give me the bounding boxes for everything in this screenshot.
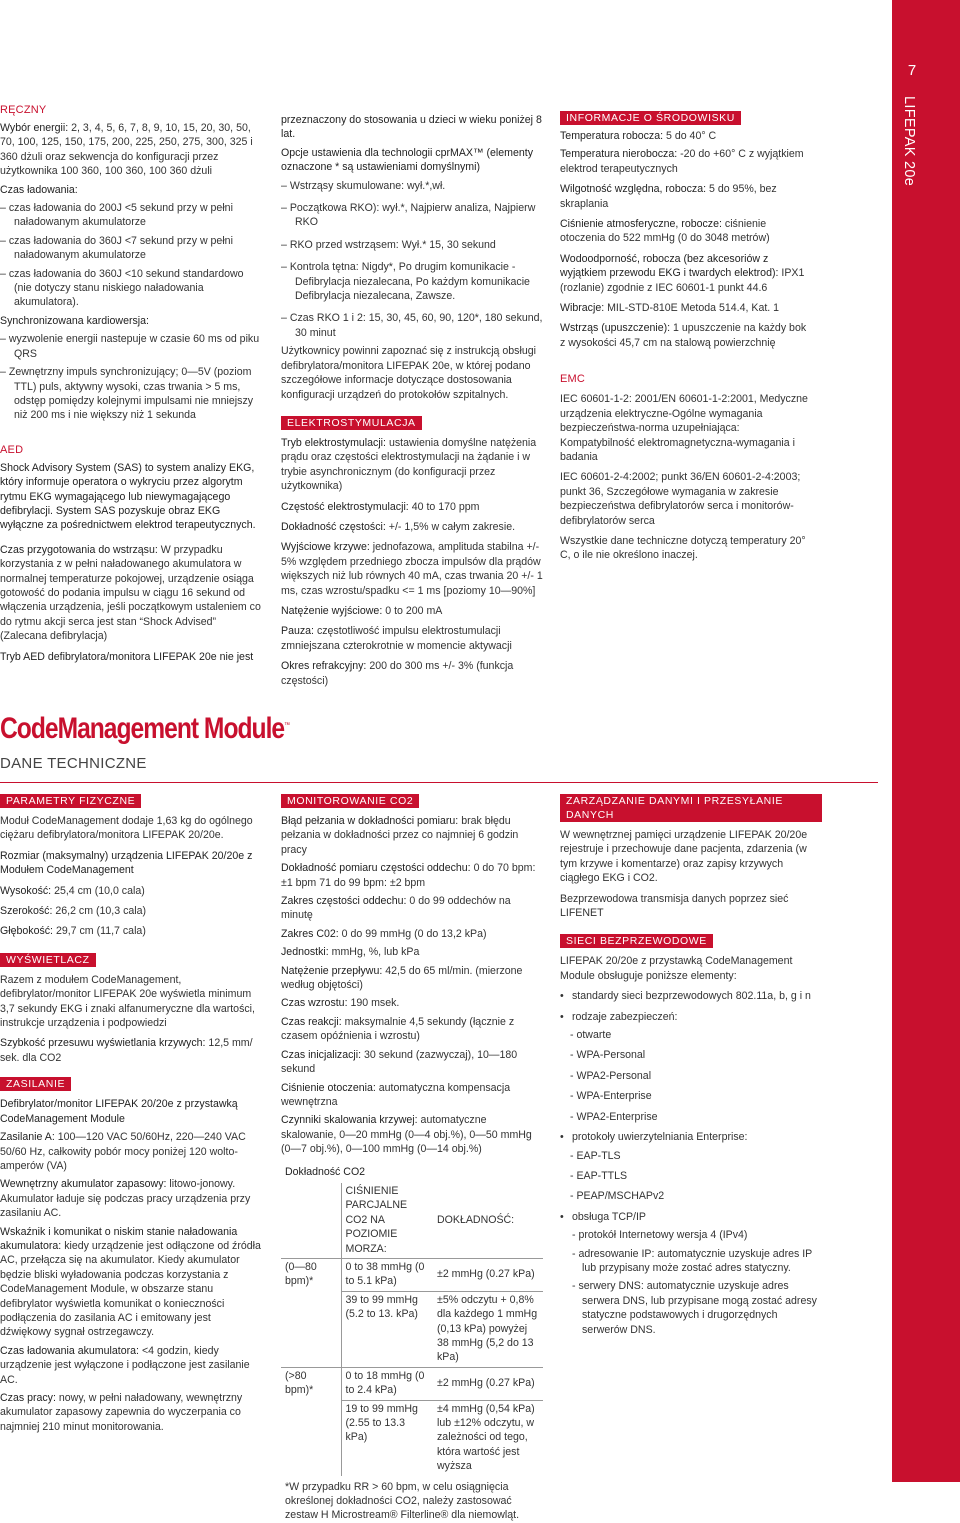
press-val: automatyczna kompensacja wewnętrzna <box>281 1081 511 1108</box>
rise-label: Czas wzrostu: <box>281 997 348 1010</box>
power-heading: ZASILANIE <box>0 1077 71 1091</box>
data-heading: ZARZĄDZANIE DANYMI I PRZESYŁANIE DANYCH <box>560 794 822 822</box>
energy-text: 2, 3, 4, 5, 6, 7, 8, 9, 10, 15, 20, 30, 50, 70, 100, 125, 150, 175, 200, 225, 250, 275, 300, 325 i 360 dżuli oraz sekwencja do konfiguracji przez użytkownika 100 360, 100 360, 100 360 dżuli <box>0 122 253 178</box>
display-text: Razem z modułem CodeManagement, defibrylator/monitor LIFEPAK 20e wyświetla minimum 3,7 sekundy EKG i znaki alfanumeryczne dla wartości, instrukcje urządzenia i podpowiedzi <box>0 973 255 1030</box>
press-para <box>281 1081 543 1110</box>
depth-val: 29,7 cm (11,7 cala) <box>55 925 146 938</box>
atm-label: Ciśnienie atmosferyczne, robocze: <box>560 218 722 231</box>
batt-val: litowo-jonowy. Akumulator ładuje się podczas pracy urządzenia przy zasilaniu AC. <box>0 1178 251 1220</box>
shock-val: 1 upuszczenie na każdy bok z wysokości 45,7 cm na stalową powierzchnię <box>560 322 807 349</box>
rate-para <box>281 500 543 514</box>
cpr-note: Użytkownicy powinni zapoznać się z instrukcją obsługi defibrylatora/monitora LIFEPAK 20e, w której podano szczegółowe informacje dotyczące dostosowania konfiguracji urządzeń do protokołów szpitalnych. <box>281 345 536 401</box>
prep-para <box>0 543 262 644</box>
mode-label: Tryb elektrostymulacji: <box>281 436 386 449</box>
powerA-label: Zasilanie A: <box>0 1131 55 1144</box>
table-cell: ±4 mmHg (0,54 kPa) lub ±12% odczytu, w zależności od tego, która wartość jest wyższa <box>433 1400 543 1476</box>
data-text: W wewnętrznej pamięci urządzenie LIFEPAK 20/20e rejestruje i przechowuje dane pacjenta, zdarzenia (w tym krzywe i komentarze) oraz zapisy krzywych ciągłego EKG i CO2. <box>560 829 808 885</box>
list-item: • standardy sieci bezprzewodowych 802.11a, b, g i n <box>560 989 822 1003</box>
page-number: 7 <box>907 62 917 79</box>
atm-val: ciśnienie otoczenia do 522 mmHg (0 do 3048 metrów) <box>560 218 770 245</box>
op-temp-label: Temperatura robocza: <box>560 130 664 142</box>
atm-para <box>560 217 810 246</box>
low-label: Wskaźnik i komunikat o niskim stanie naładowania akumulatora: <box>0 1225 238 1252</box>
manual-heading: RĘCZNY <box>0 104 47 116</box>
work-val: nowy, w pełni naładowany, wewnętrzny akumulator zapasowy zapewnia do wyczerpania co najmniej 210 minut monitorowania. <box>0 1392 243 1433</box>
co2-heading: MONITOROWANIE CO2 <box>281 794 419 808</box>
mode-para <box>281 436 543 494</box>
scale-para <box>281 1113 543 1156</box>
rate-val: 40 to 170 ppm <box>411 500 480 513</box>
current-para <box>281 604 543 618</box>
pause-para <box>281 624 543 653</box>
co2range-para <box>281 927 543 941</box>
emc-text-2: IEC 60601-2-4:2002; punkt 36/EN 60601-2-4:2003; punkt 36, Szczegółowe wymagania w zakresie bezpieczeństwa defibrylatorów serca i monitorów-defibrylatorów serca <box>560 471 801 527</box>
speed-label: Szybkość przesuwu wyświetlania krzywych: <box>0 1037 206 1050</box>
module-title-text: CodeManagement Module <box>0 712 285 745</box>
scale-label: Czynniki skalowania krzywej: <box>281 1114 418 1127</box>
init-label: Czas inicjalizacji: <box>281 1048 362 1061</box>
resp-val: 0 do 70 bpm: ±1 bpm 71 do 99 bpm: ±2 bpm <box>281 862 536 889</box>
flow-label: Natężenie przepływu: <box>281 964 383 977</box>
sync-item: – Zewnętrzny impuls synchronizujący; 0—5V (poziom TTL) puls, aktywny wysoki, czas trwania > 5 ms, odstęp pomiędzy kolejnymi impulsami nie mniejszy niż 200 ms i nie większy niż 1 sekunda <box>0 365 262 423</box>
aed-mode-text: Tryb AED defibrylatora/monitora LIFEPAK 20e nie jest <box>0 650 254 663</box>
table-group-label: (>80 bpm)* <box>281 1367 341 1475</box>
nonop-label: Temperatura nierobocza: <box>560 148 678 161</box>
nonop-val: -20 do +60° C z wyjątkiem elektrod terapeutycznych <box>560 148 804 175</box>
list-item: • rodzaje zabezpieczeń: <box>560 1010 822 1024</box>
vib-val: MIL-STD-810E Metoda 514.4, Kat. 1 <box>607 302 780 315</box>
depth-para <box>0 924 262 938</box>
shock-para <box>560 321 810 350</box>
table-row <box>281 1258 543 1291</box>
list-item: - protokół Internetowy wersja 4 (IPv4) <box>572 1229 748 1242</box>
table-cell: 0 to 18 mmHg (0 to 2.4 kPa) <box>341 1367 433 1400</box>
table-cell: ±2 mmHg (0.27 kPa) <box>433 1258 543 1291</box>
charge-item: – czas ładowania do 200J <5 sekund przy w pełni naładowanym akumulatorze <box>0 201 262 230</box>
side-red-bar <box>892 0 960 1482</box>
table-header-accuracy: DOKŁADNOŚĆ: <box>437 1213 515 1226</box>
list-item: - PEAP/MSCHAPv2 <box>570 1190 665 1203</box>
speed-para <box>0 1036 262 1065</box>
charge-item: – czas ładowania do 360J <10 sekund standardowo (nie dotyczy stanu niskiego naładowania akumulatora). <box>0 267 262 310</box>
cpr-item: – Kontrola tętna: Nigdy*, Po drugim komunikacie - Defibrylacja niezalecana, Po każdym komunikacie Defibrylacja niezalecana, Zawsze. <box>281 260 543 303</box>
press-label: Ciśnienie otoczenia: <box>281 1081 376 1094</box>
rate-label: Częstość elektrostymulacji: <box>281 500 409 513</box>
mode-text: ustawienia domyślne natężenia prądu oraz częstości elektrostymulacji na żądanie i w trybie asynchronicznym (do konfiguracji przez użytkownika) <box>281 436 537 493</box>
sync-item: – wyzwolenie energii nastepuje w czasie 60 ms od piku QRS <box>0 332 262 361</box>
phys-text: Moduł CodeManagement dodaje 1,63 kg do ogólnego ciężaru defibrylatora/monitora LIFEPAK 20/20e. <box>0 815 253 842</box>
table-cell: ±5% odczytu + 0,8% dla każdego 1 mmHg (0,13 kPa) powyżej 38 mmHg (5,2 do 13 kPa) <box>433 1291 543 1367</box>
aed-text: Shock Advisory System (SAS) to system analizy EKG, który informuje operatora o wykryciu przez algorytm rytmu EKG wymagającego lub niewymagającego defibrylacji. System SAS pozyskuje obraz EKG wyłączne za pośrednictwem elektrod terapeutycznych. <box>0 461 256 532</box>
current-label: Natężenie wyjściowe: <box>281 604 383 617</box>
op-temp-para <box>560 129 810 143</box>
network-heading: SIECI BEZPRZEWODOWE <box>560 934 713 948</box>
col-manual <box>0 103 262 668</box>
cpr-item: – RKO przed wstrząsem: Wył.* 15, 30 sekund <box>281 238 543 252</box>
range-para <box>281 894 543 923</box>
cpr-item: – Wstrząsy skumulowane: wył.*,wł. <box>281 179 543 193</box>
reaction-para <box>281 1015 543 1044</box>
water-para <box>560 252 810 295</box>
range-label: Zakres częstości oddechu: <box>281 895 407 908</box>
section-divider <box>0 782 878 783</box>
side-product-title: LIFEPAK 20e <box>901 96 917 187</box>
current-val: 0 to 200 mA <box>385 604 443 617</box>
table-cell: 19 to 99 mmHg (2.55 to 13.3 kPa) <box>341 1400 433 1476</box>
resp-label: Dokładność pomiaru częstości oddechu: <box>281 862 471 875</box>
emc-text-1: IEC 60601-1-2: 2001/EN 60601-1-2:2001, Medyczne urządzenia elektryczne-Ogólne wymagania bezpieczeństwa-norma uzupełniająca: Kompatybilność elektromagnetyczna-wymagania i badania <box>560 393 808 463</box>
height-val: 25,4 cm (10,0 cala) <box>54 884 145 897</box>
resp-para <box>281 861 543 890</box>
init-val: 30 sekund (zazwyczaj), 10—180 sekund <box>281 1048 518 1076</box>
module-title <box>0 707 328 748</box>
list-item: - WPA2-Enterprise <box>570 1110 658 1123</box>
emc-text-3: Wszystkie dane techniczne dotyczą temperatury 20° C, o ile nie określono inaczej. <box>560 534 806 562</box>
display-heading: WYŚWIETLACZ <box>0 953 96 967</box>
drift-label: Błąd pełzania w dokładności pomiaru: <box>281 815 459 827</box>
energy-label: Wybór energii: <box>0 122 69 134</box>
table-cell: 0 to 38 mmHg (0 to 5.1 kPa) <box>341 1258 433 1291</box>
batt-label: Wewnętrzny akumulator zapasowy: <box>0 1178 167 1191</box>
width-label: Szerokość: <box>0 905 53 918</box>
refr-para <box>281 659 543 688</box>
low-para <box>0 1225 262 1340</box>
low-val: kiedy urządzenie jest odłączone od źródła AC, przełącza się na akumulator. Kiedy akumulator będzie bliski wyładowania podczas korzystania z CodeManagement Module, w obszarze stanu defibrylator wyświetla komunikat o konieczności podłączenia do zasilania AC i emitowany jest dźwiękowy sygnał ostrzegawczy. <box>0 1239 261 1339</box>
vib-label: Wibracje: <box>560 302 605 315</box>
col-cpr <box>281 113 543 692</box>
emc-heading: EMC <box>560 373 586 386</box>
table-cell: ±2 mmHg (0.27 kPa) <box>433 1367 543 1400</box>
rise-para <box>281 996 543 1010</box>
sync-label: Synchronizowana kardiowersja: <box>0 314 149 327</box>
list-item: - WPA-Enterprise <box>570 1090 652 1103</box>
humid-val: 5 do 95%, bez skraplania <box>560 183 777 210</box>
nonop-para <box>560 147 810 176</box>
init-para <box>281 1048 543 1077</box>
charge-para <box>0 1344 262 1387</box>
list-item: • obsługa TCP/IP <box>560 1210 822 1224</box>
height-para <box>0 884 262 898</box>
cpr-item: – Początkowa RKO): wył.*, Najpierw analiza, Najpierw RKO <box>281 201 543 230</box>
height-label: Wysokość: <box>0 884 52 897</box>
reaction-label: Czas reakcji: <box>281 1015 342 1028</box>
table-row <box>281 1183 543 1259</box>
aed-heading: AED <box>0 443 24 456</box>
water-val: IPX1 (rozlanie) zgodnie z IEC 60601-1 punkt 44.6 <box>560 267 805 294</box>
op-temp-val: 5 do 40° C <box>666 130 717 142</box>
powerA-para <box>0 1130 262 1173</box>
col-environment <box>560 111 810 567</box>
units-val: mmHg, %, lub kPa <box>331 946 420 959</box>
table-group-label: (0—80 bpm)* <box>281 1258 341 1367</box>
co2-table-title: Dokładność CO2 <box>285 1165 366 1178</box>
work-para <box>0 1391 262 1434</box>
water-label: Wodoodporność, robocza (bez akcesoriów z wyjątkiem przewodu EKG i twardych elektrod): <box>560 252 779 280</box>
width-para <box>0 904 262 918</box>
acc-val: +/- 1,5% w całym zakresie. <box>388 520 516 533</box>
humid-para <box>560 182 810 211</box>
rise-val: 190 msek. <box>350 997 400 1010</box>
charge-item: – czas ładowania do 360J <7 sekund przy w pełni naładowanym akumulatorze <box>0 234 262 263</box>
phys-heading: PARAMETRY FIZYCZNE <box>0 794 141 808</box>
vib-para <box>560 301 810 315</box>
power-label: Defibrylator/monitor LIFEPAK 20/20e z przystawką CodeManagement Module <box>0 1098 238 1125</box>
col-physical <box>0 794 262 1438</box>
cpr-cont: przeznaczony do stosowania u dzieci w wieku poniżej 8 lat. <box>281 114 542 141</box>
list-item: - EAP-TTLS <box>570 1169 628 1182</box>
refr-label: Okres refrakcyjny: <box>281 660 367 673</box>
co2range-val: 0 do 99 mmHg (0 do 13,2 kPa) <box>341 927 487 940</box>
charge-time-val: <4 godzin, kiedy urządzenie jest wyłączone i podłączone jest zasilanie AC. <box>0 1344 250 1386</box>
table-cell: 39 to 99 mmHg (5.2 to 13. kPa) <box>341 1291 433 1367</box>
table-row <box>281 1367 543 1400</box>
humid-label: Wilgotność względna, robocza: <box>560 183 707 196</box>
cpr-item: – Czas RKO 1 i 2: 15, 30, 45, 60, 90, 120*, 180 sekund, 30 minut <box>281 311 543 340</box>
list-item: - EAP-TLS <box>570 1149 621 1162</box>
elektro-heading: ELEKTROSTYMULACJA <box>281 416 422 430</box>
shock-label: Wstrząs (upuszczenie): <box>560 322 671 335</box>
powerA-val: 100—120 VAC 50/60Hz, 220—240 VAC 50/60 Hz, całkowity pobór mocy poniżej 120 wolto-amperów (VA) <box>0 1131 246 1172</box>
pause-text: częstotliwość impulsu elektrostumulacji zmniejszana czterokrotnie w momencie aktywacji <box>281 625 512 652</box>
scale-val: automatyczne skalowanie, 0—20 mmHg (0—4 obj.%), 0—50 mmHg (0—7 obj.%), 0—100 mmHg (0—14 obj.%) <box>281 1114 532 1156</box>
prep-text: W przypadku korzystania z w pełni naładowanego akumulatora w normalnej temperaturze pokojowej, urządzenie osiąga gotowość do podania impulsu w ciągu 16 sekund od włączenia urządzenia, jeśli początkowym ustaleniem co do rytmu akcji serca jest stan “Shock Advised” (Zalecana defibrylacja) <box>0 543 261 643</box>
col-co2 <box>281 794 543 1523</box>
range-val: 0 do 99 oddechów na minutę <box>281 895 511 922</box>
flow-para <box>281 964 543 993</box>
list-item: - otwarte <box>570 1029 612 1042</box>
co2-footnote: *W przypadku RR > 60 bpm, w celu osiągnięcia określonej dokładności CO2, należy zastosować zestaw H Microstream® Filterline® dla niemowląt. <box>285 1480 520 1522</box>
wave-para <box>281 540 543 598</box>
env-heading: INFORMACJE O ŚRODOWISKU <box>560 111 741 125</box>
wireless-text: Bezprzewodowa transmisja danych poprzez sieć LIFENET <box>560 892 789 920</box>
table-header-pressure: CIŚNIENIE PARCJALNE CO2 NA POZIOMIE MORZA: <box>341 1183 433 1259</box>
reaction-val: maksymalnie 4,5 sekundy (łącznie z czasem opóźnienia i wzrostu) <box>281 1015 515 1043</box>
co2range-label: Zakres C02: <box>281 927 339 940</box>
elektro-heading-wrap <box>281 416 543 436</box>
list-item: - adresowanie IP: automatycznie uzyskuje adres IP lub przypisany może zostać adres statyczny. <box>572 1247 813 1274</box>
wave-text: jednofazowa, amplituda stabilna +/- 5% względem przedniego zbocza impulsów dla prądów większych niż lub równych 40 mA, czas trwania 20 +/- 1 ms, czas wzrostu/spadku <= 1 ms [poziomy 10—90%] <box>281 541 543 597</box>
wave-label: Wyjściowe krzywe: <box>281 541 370 554</box>
charge-time-label: Czas ładowania akumulatora: <box>0 1344 139 1357</box>
acc-label: Dokładność częstości: <box>281 520 386 533</box>
prep-label: Czas przygotowania do wstrząsu: <box>0 543 158 556</box>
speed-val: 12,5 mm/ sek. dla CO2 <box>0 1037 253 1064</box>
col-data-management <box>560 794 822 1341</box>
cpr-label: Opcje ustawienia dla technologii cprMAX™ (elementy oznaczone * są ustawieniami domyślnymi) <box>281 146 534 174</box>
network-text: LIFEPAK 20/20e z przystawką CodeManagement Module obsługuje poniższe elementy: <box>560 955 793 982</box>
trademark-mark: ™ <box>284 722 290 729</box>
work-label: Czas pracy: <box>0 1392 56 1404</box>
list-item: - WPA-Personal <box>570 1049 646 1062</box>
drift-val: brak błędu pełzania w dokładności przez co najmniej 6 godzin pracy <box>281 815 519 856</box>
pause-label: Pauza: <box>281 625 314 638</box>
batt-para <box>0 1177 262 1220</box>
flow-val: 42,5 do 65 ml/min. (mierzone według objętości) <box>281 964 523 992</box>
units-para <box>281 945 543 959</box>
list-item: • protokoły uwierzytelniania Enterprise: <box>560 1130 822 1144</box>
charge-label: Czas ładowania: <box>0 183 78 196</box>
units-label: Jednostki: <box>281 946 329 959</box>
acc-para <box>281 520 543 534</box>
technical-data-heading: DANE TECHNICZNE <box>0 755 147 772</box>
co2-accuracy-table <box>281 1183 543 1476</box>
list-item: - WPA2-Personal <box>570 1069 652 1082</box>
drift-para <box>281 814 543 857</box>
size-label: Rozmiar (maksymalny) urządzenia LIFEPAK 20/20e z Modułem CodeManagement <box>0 849 253 877</box>
list-item: - serwery DNS: automatycznie uzyskuje adres serwera DNS, lub przypisane mogą zostać adresy statyczne podstawowych i drugorzędnych serwerów DNS. <box>572 1280 817 1336</box>
width-val: 26,2 cm (10,3 cala) <box>55 905 147 918</box>
refr-text: 200 do 300 ms +/- 3% (funkcja częstości) <box>281 660 514 687</box>
depth-label: Głębokość: <box>0 925 53 938</box>
energy-para <box>0 121 262 179</box>
